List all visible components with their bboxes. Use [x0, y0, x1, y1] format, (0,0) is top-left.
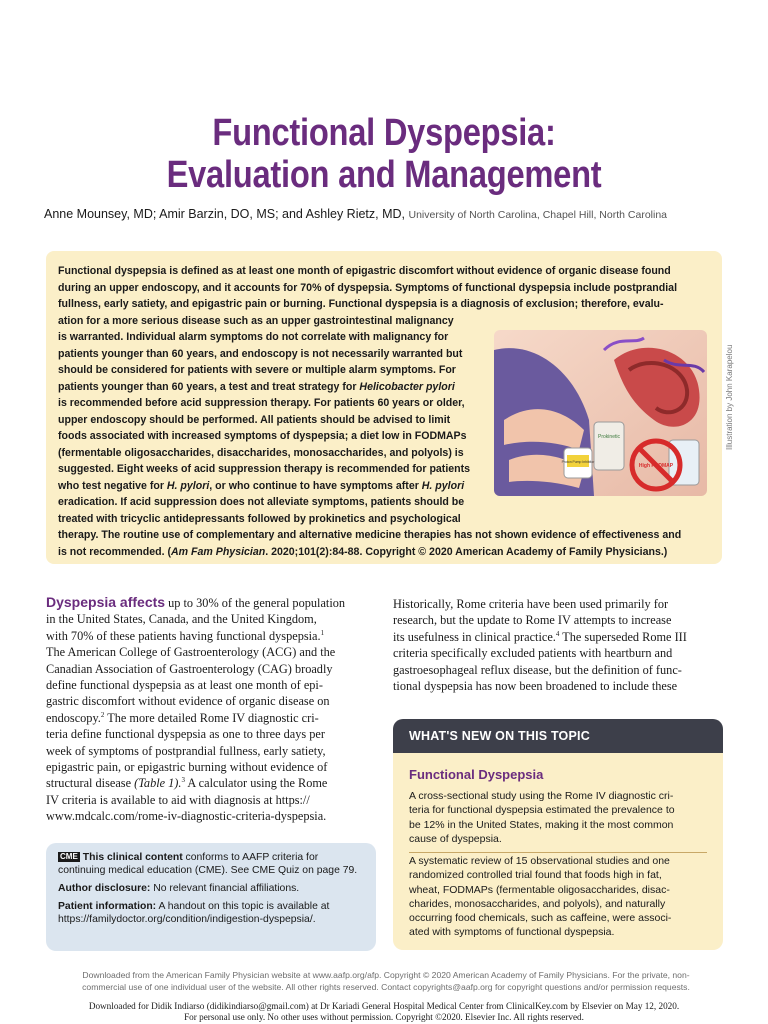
whats-new-line: cause of dyspepsia. [409, 832, 502, 845]
body-line: gastroesophageal reflux disease, but the definition of func- [393, 662, 682, 677]
whats-new-line: ated with symptoms of functional dyspepsia. [409, 926, 615, 939]
footer-line: commercial use of one individual user of the website. All other rights reserved. Contact copyrights@aafp.org for copyright questions and/or permission requests. [82, 981, 690, 992]
body-line [46, 628, 382, 644]
body-line: criteria specifically excluded patients with heartburn and [393, 646, 673, 661]
body-line [46, 594, 382, 611]
abstract-line-text: , or who continue to have symptoms after [209, 479, 422, 492]
cme-paragraph [58, 851, 368, 877]
patient-info-text[interactable]: A handout on this topic is available at https://familydoctor.org/condition/indigestion-dyspepsia/. [58, 901, 330, 925]
prokinetic-label: Prokinetic [598, 434, 620, 440]
whats-new-title: Functional Dyspepsia [409, 767, 544, 782]
body-line: tional dyspepsia has now been broadened to include these [393, 679, 678, 694]
body-line-text: A calculator using the Rome [184, 776, 328, 791]
download-footer [0, 1001, 768, 1023]
reference-marker[interactable]: 3 [181, 776, 185, 785]
abstract-line: patients younger than 60 years, and endoscopy is not necessarily warranted but [58, 347, 463, 360]
abstract-line: suggested. Eight weeks of acid suppression therapy is recommended for patients [58, 463, 471, 475]
body-line: Historically, Rome criteria have been used primarily for [393, 597, 669, 611]
disclosure-label: Author disclosure: [58, 883, 151, 894]
whats-new-line: be 12% in the United States, making it the most common [409, 818, 674, 831]
body-line [393, 629, 729, 645]
whats-new-line: A cross-sectional study using the Rome IV diagnostic cri- [409, 790, 674, 802]
abstract-illustration [494, 330, 707, 496]
body-line-text: its usefulness in clinical practice. [393, 629, 556, 644]
whats-new-line: occurring food chemicals, such as caffeine, were associ- [409, 912, 672, 925]
body-line: define functional dyspepsia as at least one month of epi- [46, 678, 323, 693]
whats-new-line: A systematic review of 15 observational studies and one [409, 855, 670, 867]
abstract-line: upper endoscopy should be performed. All patients should be advised to limit [58, 413, 451, 426]
ppi-label: Proton Pump Inhibitor [561, 460, 595, 464]
abstract-line: (fermentable oligosaccharides, disaccharides, monosaccharides, and polyols) is [58, 446, 464, 459]
title-line-2: Evaluation and Management [166, 154, 602, 196]
table-reference[interactable]: (Table 1). [134, 776, 182, 791]
species-name: H. pylori [421, 479, 465, 492]
abstract-line-text: who test negative for [58, 479, 167, 492]
illustration-svg [494, 330, 707, 496]
abstract-line: is warranted. Individual alarm symptoms do not correlate with malignancy for [58, 331, 449, 343]
abstract-line: should be considered for patients with severe or multiple alarm symptoms. For [58, 364, 456, 376]
whats-new-line: charides, monosaccharides, and polyols), and naturally [409, 897, 666, 910]
abstract-line: during an upper endoscopy, and it accounts for 70% of dyspepsia. Symptoms of functional dyspepsia include postprandial [58, 281, 678, 294]
body-line: Canadian Association of Gastroenterology (CAG) broadly [46, 661, 333, 676]
abstract-box [46, 251, 722, 564]
body-line: in the United States, Canada, and the United Kingdom, [46, 612, 317, 627]
fodmap-label: High FODMAP [638, 463, 674, 469]
article-title [54, 112, 714, 196]
author-line [44, 207, 734, 221]
abstract-line: treated with tricyclic antidepressants followed by prokinetics and psychological [58, 512, 461, 525]
abstract-line: ation for a more serious disease such as an upper gastrointestinal malignancy [58, 314, 454, 327]
disclosure-paragraph [58, 882, 368, 895]
disclosure-text: No relevant financial affiliations. [150, 883, 300, 894]
body-line-text: The superseded Rome III [559, 629, 687, 644]
whats-new-paragraph-1 [409, 789, 709, 846]
body-column-right [393, 596, 729, 694]
abstract-line [58, 544, 666, 561]
abstract-line-text: . 2020;101(2):84-88. Copyright © 2020 American Academy of Family Physicians.) [265, 545, 668, 558]
body-line: IV criteria is available to aid with diagnosis at https:// [46, 792, 310, 807]
body-line [46, 775, 382, 791]
reference-marker[interactable]: 1 [320, 628, 325, 637]
abstract-line-text: patients younger than 60 years, a test and treat strategy for [58, 380, 360, 393]
whats-new-divider [409, 852, 707, 853]
footer-line: Downloaded from the American Family Physician website at www.aafp.org/afp. Copyright © 2020 American Academy of Family Physicians. For the private, non- [82, 970, 690, 980]
patient-info-label: Patient information: [58, 901, 157, 912]
body-line-text: The more detailed Rome IV diagnostic cri- [104, 710, 319, 725]
title-line-1: Functional Dyspepsia: [212, 112, 556, 154]
illustration-credit: Illustration by John Karapelou [725, 344, 734, 450]
cme-body: conforms to AAFP criteria for continuing medical education (CME). See CME Quiz on page 79. [58, 852, 358, 876]
abstract-line: therapy. The routine use of complementary and alternative medicine therapies has not shown evidence of effectiveness and [58, 529, 682, 541]
body-line: epigastric pain, or epigastric burning without evidence of [46, 760, 328, 775]
abstract-line: eradication. If acid suppression does not alleviate symptoms, patients should be [58, 496, 465, 508]
body-line: teria define functional dyspepsia as one to three days per [46, 727, 325, 742]
cme-lead: This clinical content [82, 852, 183, 863]
species-name: Helicobacter pylori [359, 380, 455, 393]
journal-name: Am Fam Physician [171, 545, 266, 558]
reference-marker[interactable]: 2 [100, 710, 105, 719]
footer-line: For personal use only. No other uses without permission. Copyright ©2020. Elsevier Inc. All rights reserved. [184, 1012, 584, 1022]
whats-new-body [393, 753, 723, 950]
footer-line: Downloaded for Didik Indiarso (didikindiarso@gmail.com) at Dr Kariadi General Hospital Medical Center from ClinicalKey.com by Elsevier on May 12, 2020. [88, 1001, 680, 1011]
reference-marker[interactable]: 4 [555, 629, 560, 638]
body-column-left [46, 594, 382, 825]
authors: Anne Mounsey, MD; Amir Barzin, DO, MS; and Ashley Rietz, MD, [44, 207, 405, 221]
abstract-line-text: is not recommended. ( [58, 545, 172, 558]
body-line: The American College of Gastroenterology (ACG) and the [46, 645, 336, 660]
whats-new-line: wheat, FODMAPs (fermentable oligosaccharides, disac- [409, 883, 670, 896]
whats-new-header-label: WHAT'S NEW ON THIS TOPIC [409, 729, 590, 743]
lead-in: Dyspepsia affects [46, 594, 166, 610]
body-line: gastric discomfort without evidence of organic disease on [46, 694, 330, 709]
abstract-line: Functional dyspepsia is defined as at least one month of epigastric discomfort without evidence of organic disease found [58, 265, 671, 277]
abstract-line: is recommended before acid suppression therapy. For patients 60 years or older, [58, 397, 465, 409]
aafp-footer [46, 970, 726, 993]
body-line-text: up to 30% of the general population [165, 596, 346, 610]
body-line-text: endoscopy. [46, 710, 101, 725]
whats-new-paragraph-2 [409, 854, 709, 940]
whats-new-header [393, 719, 723, 753]
body-line-text: structural disease [46, 776, 135, 791]
patient-info-paragraph [58, 900, 368, 926]
abstract-line: foods associated with increased symptoms of dyspepsia; a diet low in FODMAPs [58, 430, 467, 442]
cme-text [58, 851, 368, 931]
whats-new-line: randomized controlled trial found that foods high in fat, [409, 869, 662, 882]
whats-new-line: teria for functional dyspepsia estimated the prevalence to [409, 804, 675, 817]
body-line [46, 710, 382, 726]
affiliation: University of North Carolina, Chapel Hill, North Carolina [408, 209, 668, 221]
abstract-line: fullness, early satiety, and epigastric pain or burning. Functional dyspepsia is a diagnosis of exclusion; therefore, evalu- [58, 298, 664, 310]
body-line: research, but the update to Rome IV attempts to increase [393, 613, 672, 628]
prokinetic-bottle [594, 422, 624, 470]
body-line-text: with 70% of these patients having functional dyspepsia. [46, 628, 321, 643]
species-name: H. pylori [166, 479, 210, 492]
cme-badge: CME [60, 852, 78, 861]
cme-box [46, 843, 376, 951]
body-url-line[interactable]: www.mdcalc.com/rome-iv-diagnostic-criteria-dyspepsia. [46, 809, 327, 824]
body-line: week of symptoms of postprandial fullness, early satiety, [46, 743, 326, 758]
